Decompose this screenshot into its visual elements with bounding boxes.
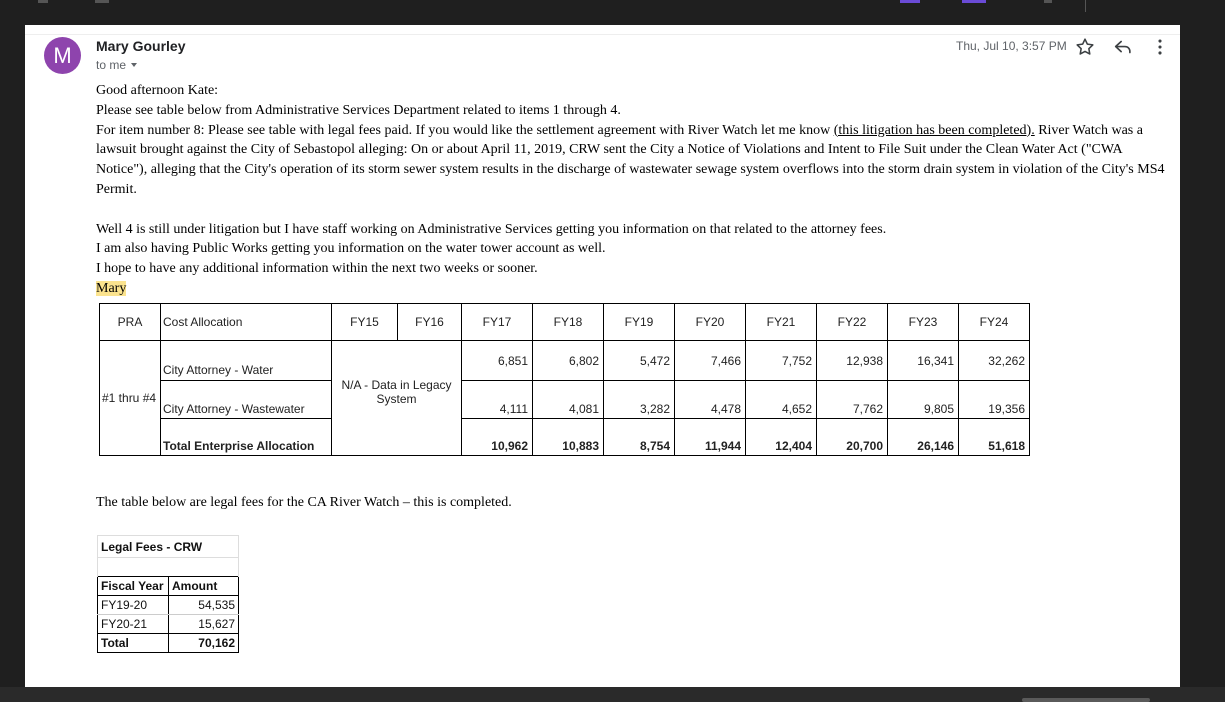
divider [25,34,1180,35]
email-message [25,25,1180,687]
signature [96,279,1176,299]
cell: 7,752 [746,341,817,381]
cell: Total [98,634,169,653]
cell: 4,111 [462,381,533,419]
cell: 4,478 [675,381,746,419]
cell: 6,851 [462,341,533,381]
table-row [100,341,1030,381]
table-total-row [100,419,1030,456]
top-bar [0,0,1225,25]
cell: 9,805 [888,381,959,419]
crw-intro-text: The table below are legal fees for the CA River Watch – this is completed. [96,495,512,510]
cell: 7,466 [675,341,746,381]
cell: 7,762 [817,381,888,419]
sender-name[interactable]: Mary Gourley [96,38,186,54]
header-cell: PRA [100,304,161,341]
greeting: Good afternoon Kate: [96,83,219,98]
table-row [98,596,239,615]
cell: 3,282 [604,381,675,419]
cell: 26,146 [888,419,959,456]
cell: 5,472 [604,341,675,381]
toolbar-divider [1085,0,1086,12]
scroll-indicator [1022,698,1150,702]
item-8-paragraph [96,121,1176,200]
toolbar-fragment [962,0,986,3]
body-text-span: For item number 8: Please see table with legal fees paid. If you would like the settlement agreement with River Watch let me know [96,122,834,138]
cell: 10,883 [533,419,604,456]
table-spacer [98,558,239,577]
cell: 4,081 [533,381,604,419]
cell: 11,944 [675,419,746,456]
header-cell: Amount [169,577,239,596]
cell: FY20-21 [98,615,169,634]
row-label: City Attorney - Water [161,341,332,381]
spacer-cell [98,558,239,577]
header-cell: FY15 [332,304,398,341]
cell: 8,754 [604,419,675,456]
body-line: Please see table below from Administrative Services Department related to items 1 through 4. [96,102,621,118]
more-vert-icon[interactable] [1149,36,1171,58]
table-total-row [98,634,239,653]
header-cell: FY19 [604,304,675,341]
cost-allocation-table [99,303,1030,456]
table-title: Legal Fees - CRW [98,536,239,558]
table-row [98,615,239,634]
toolbar-fragment [900,0,920,3]
row-label: Total Enterprise Allocation [161,419,332,456]
litigation-link[interactable]: (this litigation has been completed). [833,122,1035,138]
header-cell: FY16 [398,304,462,341]
body-line: I am also having Public Works getting you information on the water tower account as well. [96,241,606,257]
header-cell: FY20 [675,304,746,341]
blank-line [96,200,1176,220]
cell: 15,627 [169,615,239,634]
bottom-bar [0,687,1225,702]
table-header-row [98,577,239,596]
cell: 16,341 [888,341,959,381]
message-date: Thu, Jul 10, 3:57 PM [956,39,1067,53]
cell: FY19-20 [98,596,169,615]
cell: 70,162 [169,634,239,653]
cell: 51,618 [959,419,1030,456]
reply-icon[interactable] [1112,36,1134,58]
cell: 10,962 [462,419,533,456]
header-cell: Cost Allocation [161,304,332,341]
header-cell: FY23 [888,304,959,341]
cell: 4,652 [746,381,817,419]
cell: 12,938 [817,341,888,381]
cell: 12,404 [746,419,817,456]
table-title-row [98,536,239,558]
cell: 19,356 [959,381,1030,419]
avatar[interactable]: M [44,37,81,74]
cell: 6,802 [533,341,604,381]
header-cell: FY18 [533,304,604,341]
cell: 32,262 [959,341,1030,381]
toolbar-fragment [95,0,109,3]
star-icon[interactable] [1074,36,1096,58]
header-cell: FY17 [462,304,533,341]
message-body [96,81,1176,299]
cell: 54,535 [169,596,239,615]
body-line: I hope to have any additional information within the next two weeks or sooner. [96,261,538,277]
table-row [100,381,1030,419]
header-cell: Fiscal Year [98,577,169,596]
header-cell: FY21 [746,304,817,341]
body-text-span: River Watch was a lawsuit brought against the City of Sebastopol alleging: On or about April 11, 2019, CRW sent the City a Notice of Violations and Intent to File Suit under the Clean Water Act ("CWA Notice"), alleging that the City's operation of its storm sewer system results in the discharge of wastewater sewage system overflows into the storm drain system in violation of the City's MS4 Permit. [96,122,1165,197]
cell: 20,700 [817,419,888,456]
toolbar-fragment [38,0,48,3]
pra-cell: #1 thru #4 [100,341,161,456]
chevron-down-icon [131,63,137,67]
recipient-details[interactable] [96,58,137,72]
toolbar-fragment [1044,0,1052,3]
header-cell: FY24 [959,304,1030,341]
row-label: City Attorney - Wastewater [161,381,332,419]
recipient-label: to me [96,58,127,72]
header-cell: FY22 [817,304,888,341]
legacy-note: N/A - Data in Legacy System [332,341,462,456]
table-header-row [100,304,1030,341]
legal-fees-table [97,535,239,653]
signature-name: Mary [96,280,127,296]
body-line: Well 4 is still under litigation but I have staff working on Administrative Services getting you information on that related to the attorney fees. [96,221,887,237]
